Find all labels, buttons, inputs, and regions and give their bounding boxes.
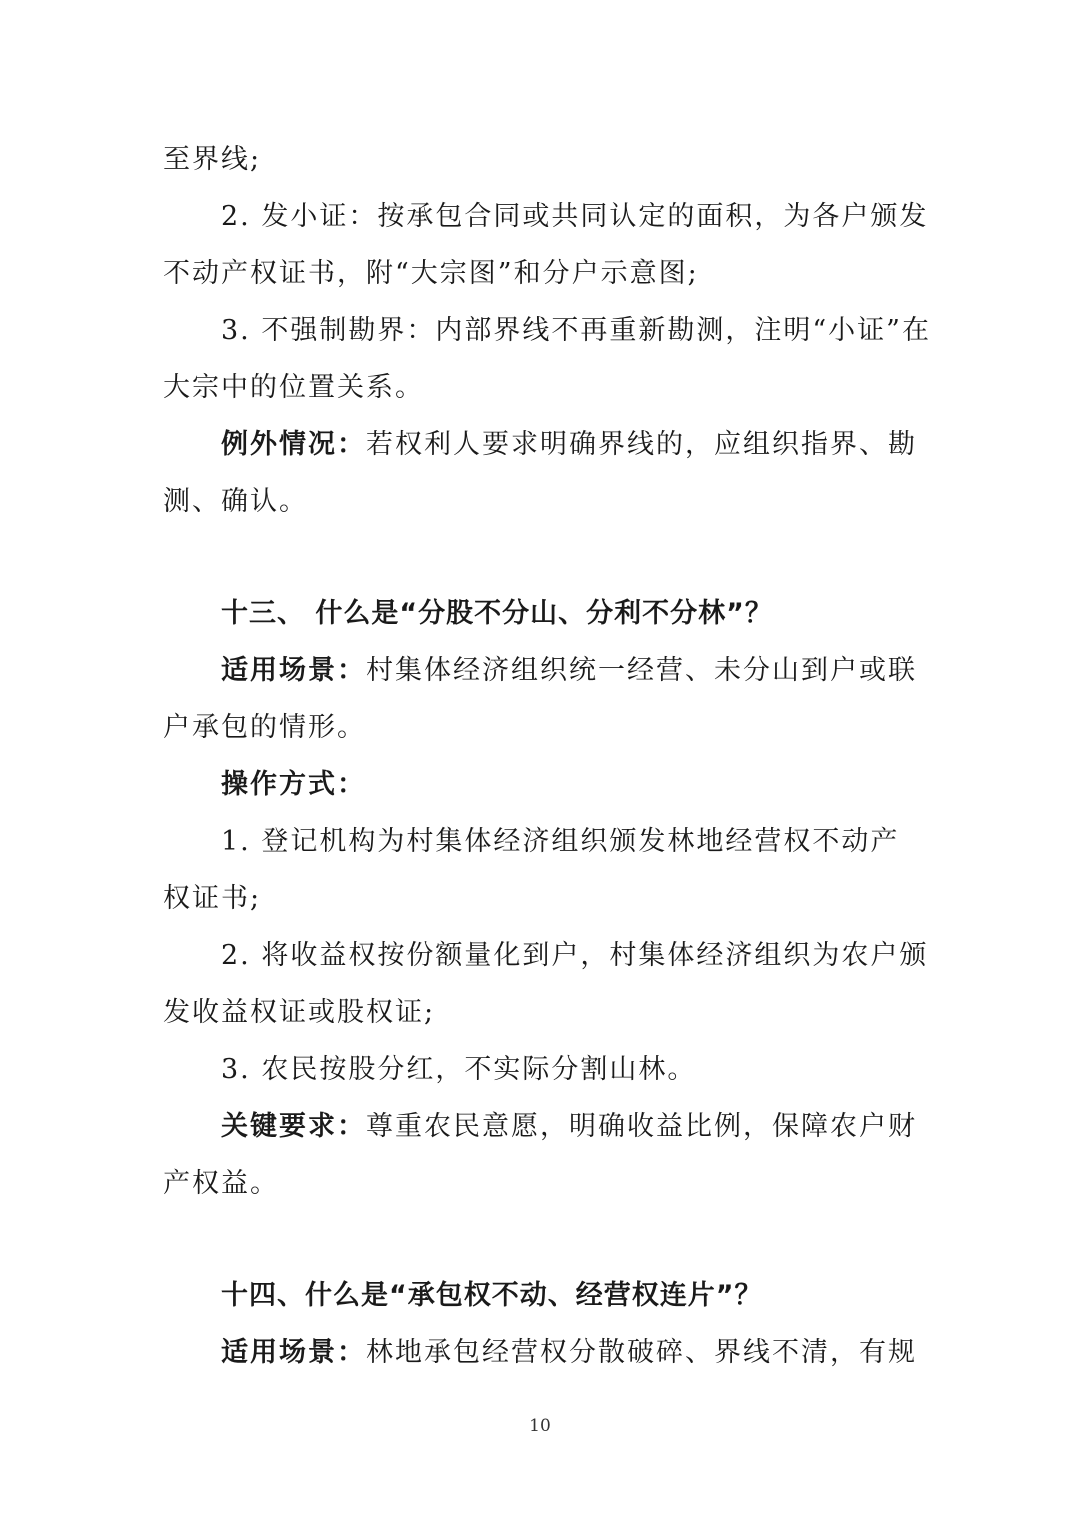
paragraph-key <box>221 1107 921 1147</box>
label-method: 操作方式： <box>221 769 366 800</box>
label-scene: 适用场景： <box>221 655 366 686</box>
paragraph-scene <box>221 1333 921 1373</box>
text-line: 3. 不强制勘界：内部界线不再重新勘测，注明“小证”在 <box>221 315 931 346</box>
page-number: 10 <box>529 1416 551 1436</box>
text-line: 1. 登记机构为村集体经济组织颁发林地经营权不动产 <box>221 826 900 857</box>
text-line: 测、确认。 <box>163 486 308 517</box>
section-13-heading: 十三、 什么是“分股不分山、分利不分林”？ <box>221 598 773 629</box>
text-line: 不动产权证书，附“大宗图”和分户示意图; <box>163 258 699 289</box>
text-scene: 村集体经济组织统一经营、未分山到户或联 <box>366 655 917 686</box>
label-scene: 适用场景： <box>221 1337 366 1368</box>
text-exception: 若权利人要求明确界线的，应组织指界、勘 <box>366 429 917 460</box>
label-key: 关键要求： <box>221 1111 366 1142</box>
paragraph-scene <box>221 651 921 691</box>
text-key: 尊重农民意愿，明确收益比例，保障农户财 <box>366 1111 917 1142</box>
text-line: 权证书; <box>163 883 262 914</box>
text-line: 2. 将收益权按份额量化到户，村集体经济组织为农户颁 <box>221 940 929 971</box>
text-line: 至界线; <box>163 144 262 175</box>
text-line: 户承包的情形。 <box>163 712 366 743</box>
paragraph-exception <box>221 425 921 465</box>
text-line: 产权益。 <box>163 1168 279 1199</box>
section-14-heading: 十四、什么是“承包权不动、经营权连片”？ <box>221 1280 763 1311</box>
text-line: 发收益权证或股权证; <box>163 997 436 1028</box>
text-line: 2. 发小证：按承包合同或共同认定的面积，为各户颁发 <box>221 201 929 232</box>
text-line: 大宗中的位置关系。 <box>163 372 424 403</box>
label-exception: 例外情况： <box>221 429 366 460</box>
text-scene: 林地承包经营权分散破碎、界线不清，有规 <box>366 1337 917 1368</box>
text-line: 3. 农民按股分红，不实际分割山林。 <box>221 1054 697 1085</box>
